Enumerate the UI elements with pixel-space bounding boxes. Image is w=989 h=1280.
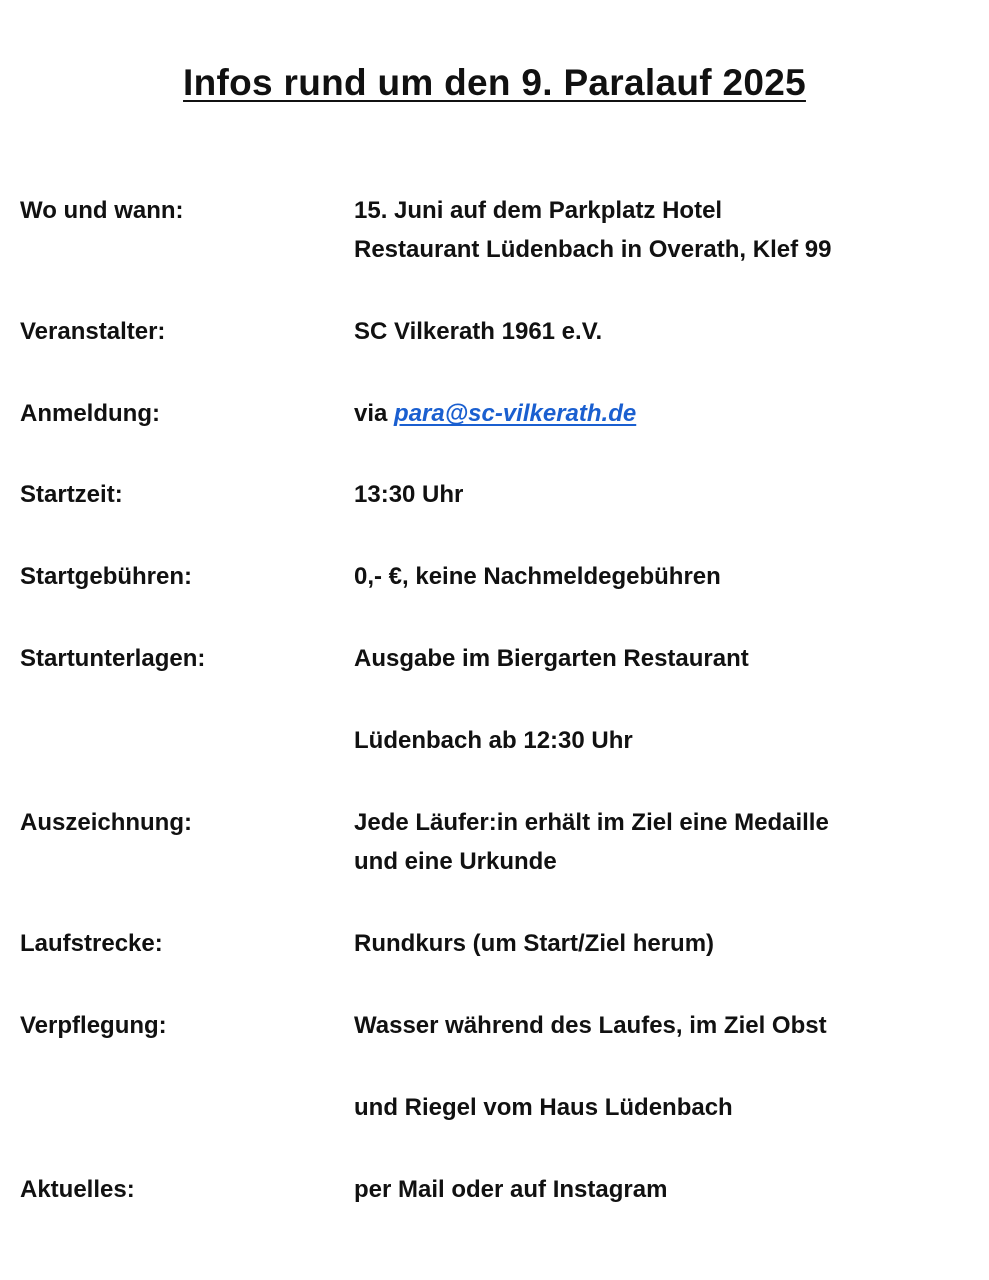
value-auszeichnung-line-1: Jede Läufer:in erhält im Ziel eine Medaille — [354, 809, 829, 836]
value-verpflegung-line-2: und Riegel vom Haus Lüdenbach — [354, 1094, 733, 1121]
value-verpflegung-line-1: Wasser während des Laufes, im Ziel Obst — [354, 1012, 827, 1039]
page-title-text: Infos rund um den 9. Paralauf 2025 — [183, 62, 806, 103]
value-auszeichnung-line-2: und eine Urkunde — [354, 848, 557, 875]
label-auszeichnung: Auszeichnung: — [20, 809, 192, 836]
label-veranstalter: Veranstalter: — [20, 318, 166, 345]
label-startzeit: Startzeit: — [20, 481, 123, 508]
label-aktuelles: Aktuelles: — [20, 1176, 135, 1203]
value-startunterlagen-line-1: Ausgabe im Biergarten Restaurant — [354, 645, 749, 672]
label-laufstrecke: Laufstrecke: — [20, 930, 163, 957]
page-title — [0, 62, 989, 104]
value-wo-und-wann-line-2: Restaurant Lüdenbach in Overath, Klef 99 — [354, 236, 832, 263]
value-wo-und-wann-line-1: 15. Juni auf dem Parkplatz Hotel — [354, 197, 723, 224]
value-startzeit: 13:30 Uhr — [354, 481, 464, 508]
label-anmeldung: Anmeldung: — [20, 400, 160, 427]
value-anmeldung — [354, 394, 636, 434]
label-wo-und-wann: Wo und wann: — [20, 197, 184, 224]
value-laufstrecke: Rundkurs (um Start/Ziel herum) — [354, 930, 715, 957]
email-link[interactable]: para@sc-vilkerath.de — [394, 400, 637, 427]
label-startgebuehren: Startgebühren: — [20, 563, 193, 590]
value-startgebuehren: 0,- €, keine Nachmeldegebühren — [354, 563, 721, 590]
label-startunterlagen: Startunterlagen: — [20, 645, 206, 672]
value-startunterlagen-line-2: Lüdenbach ab 12:30 Uhr — [354, 727, 633, 754]
label-verpflegung: Verpflegung: — [20, 1012, 167, 1039]
value-aktuelles: per Mail oder auf Instagram — [354, 1176, 668, 1203]
anmeldung-prefix: via — [354, 400, 388, 427]
value-veranstalter: SC Vilkerath 1961 e.V. — [354, 318, 603, 345]
